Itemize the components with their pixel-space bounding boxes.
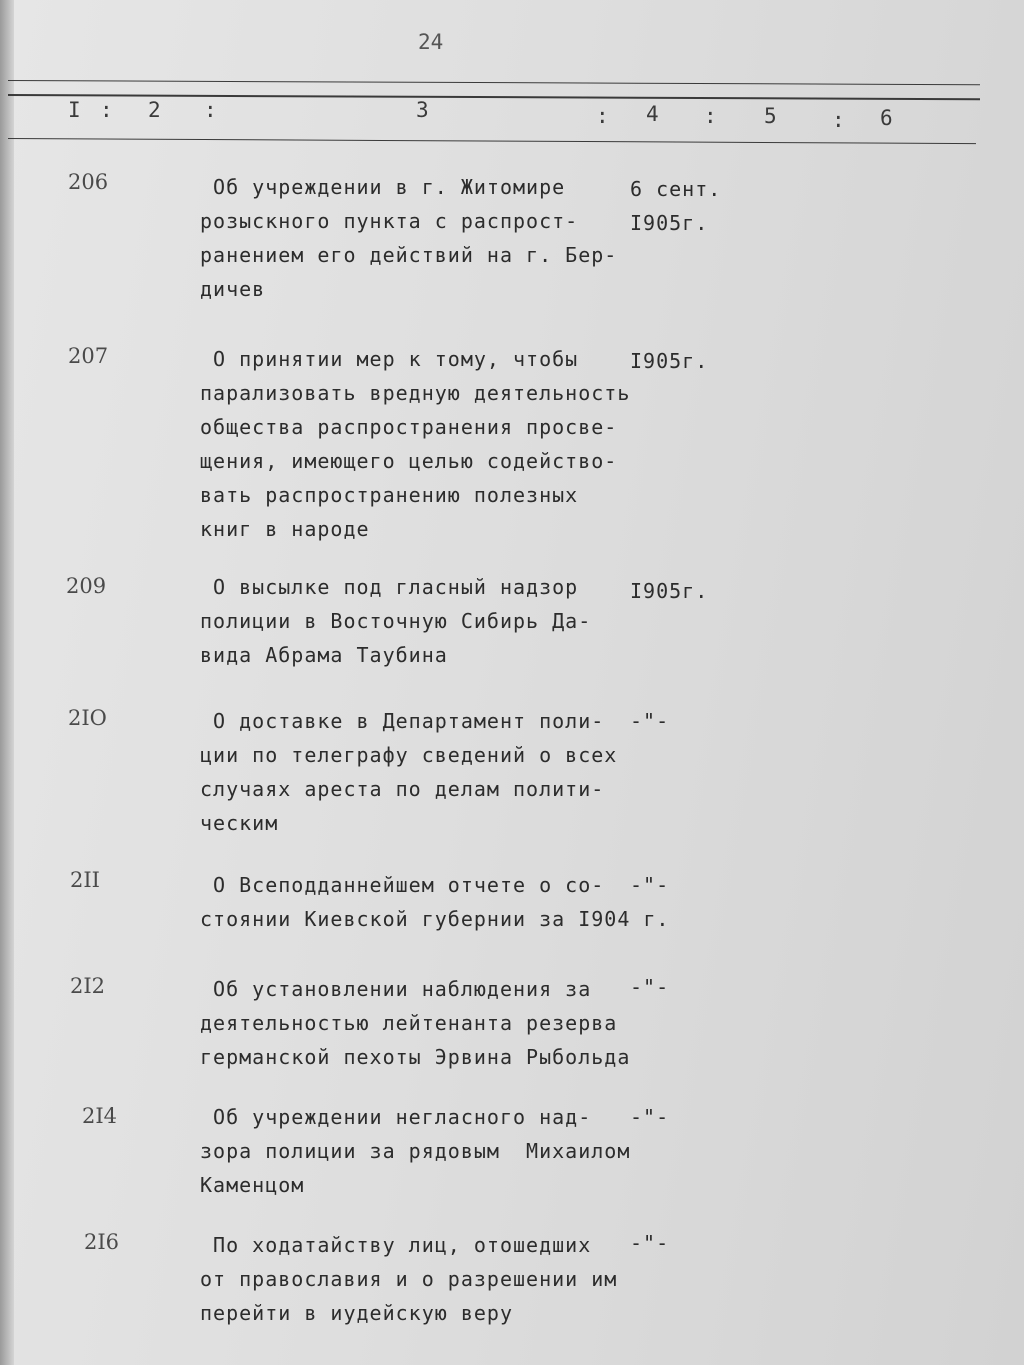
column-separator: : [100, 98, 113, 122]
entry-date: -"- [630, 1105, 670, 1129]
entry-date: 6 сент. I905г. [630, 177, 722, 235]
entry-date: -"- [630, 975, 670, 999]
entry-number: 209 [66, 574, 107, 598]
header-rule-bottom [8, 138, 976, 144]
column-header-3: 3 [416, 98, 429, 122]
entry-date: I905г. [630, 579, 709, 603]
entry-text: Об установлении наблюдения за деятельностью лейтенанта резерва германской пехоты Эрвина Рыбольда [200, 977, 631, 1069]
column-separator: : [832, 108, 845, 132]
entry-date: -"- [630, 1231, 670, 1255]
entry-date: I905г. [630, 349, 709, 373]
page-number: 24 [418, 30, 444, 54]
entry-date: -"- [630, 709, 670, 733]
entry-number: 207 [68, 344, 109, 368]
column-header-1: I [68, 98, 81, 122]
entry-text: Об учреждении негласного над- зора полиции за рядовым Михаилом Каменцом [200, 1105, 631, 1197]
entry-text: По ходатайству лиц, отошедших от православия и о разрешении им перейти в иудейскую веру [200, 1233, 618, 1325]
entry-number: 2IO [68, 706, 107, 730]
entry-text: Об учреждении в г. Житомире розыскного пункта с распрост- ранением его действий на г. Бер- дичев [200, 175, 618, 301]
entry-date: -"- [630, 873, 670, 897]
column-header-5: 5 [764, 104, 777, 128]
header-rule-top [8, 80, 980, 85]
column-header-2: 2 [148, 98, 161, 122]
column-header-6: 6 [880, 106, 893, 130]
column-separator: : [704, 104, 717, 128]
entry-text: О высылке под гласный надзор полиции в Восточную Сибирь Да- вида Абрама Таубина [200, 575, 592, 667]
entry-number: 2I6 [84, 1230, 120, 1254]
entry-text: О доставке в Департамент поли- ции по телеграфу сведений о всех случаях ареста по делам полити- ческим [200, 709, 618, 835]
entry-text: О Всеподданнейшем отчете о со- стоянии Киевской губернии за I904 г. [200, 873, 670, 931]
entry-number: 206 [68, 170, 109, 194]
entry-number: 2II [70, 868, 100, 892]
column-separator: : [204, 98, 217, 122]
column-separator: : [596, 104, 609, 128]
column-header-4: 4 [646, 102, 659, 126]
page-edge-shadow [0, 0, 14, 1365]
entry-number: 2I4 [82, 1104, 118, 1128]
entry-text: О принятии мер к тому, чтобы парализовать вредную деятельность общества распространения просве- щения, имеющего целью содейство- вать распространению полезных книг в народе [200, 347, 631, 541]
entry-number: 2I2 [70, 974, 106, 998]
